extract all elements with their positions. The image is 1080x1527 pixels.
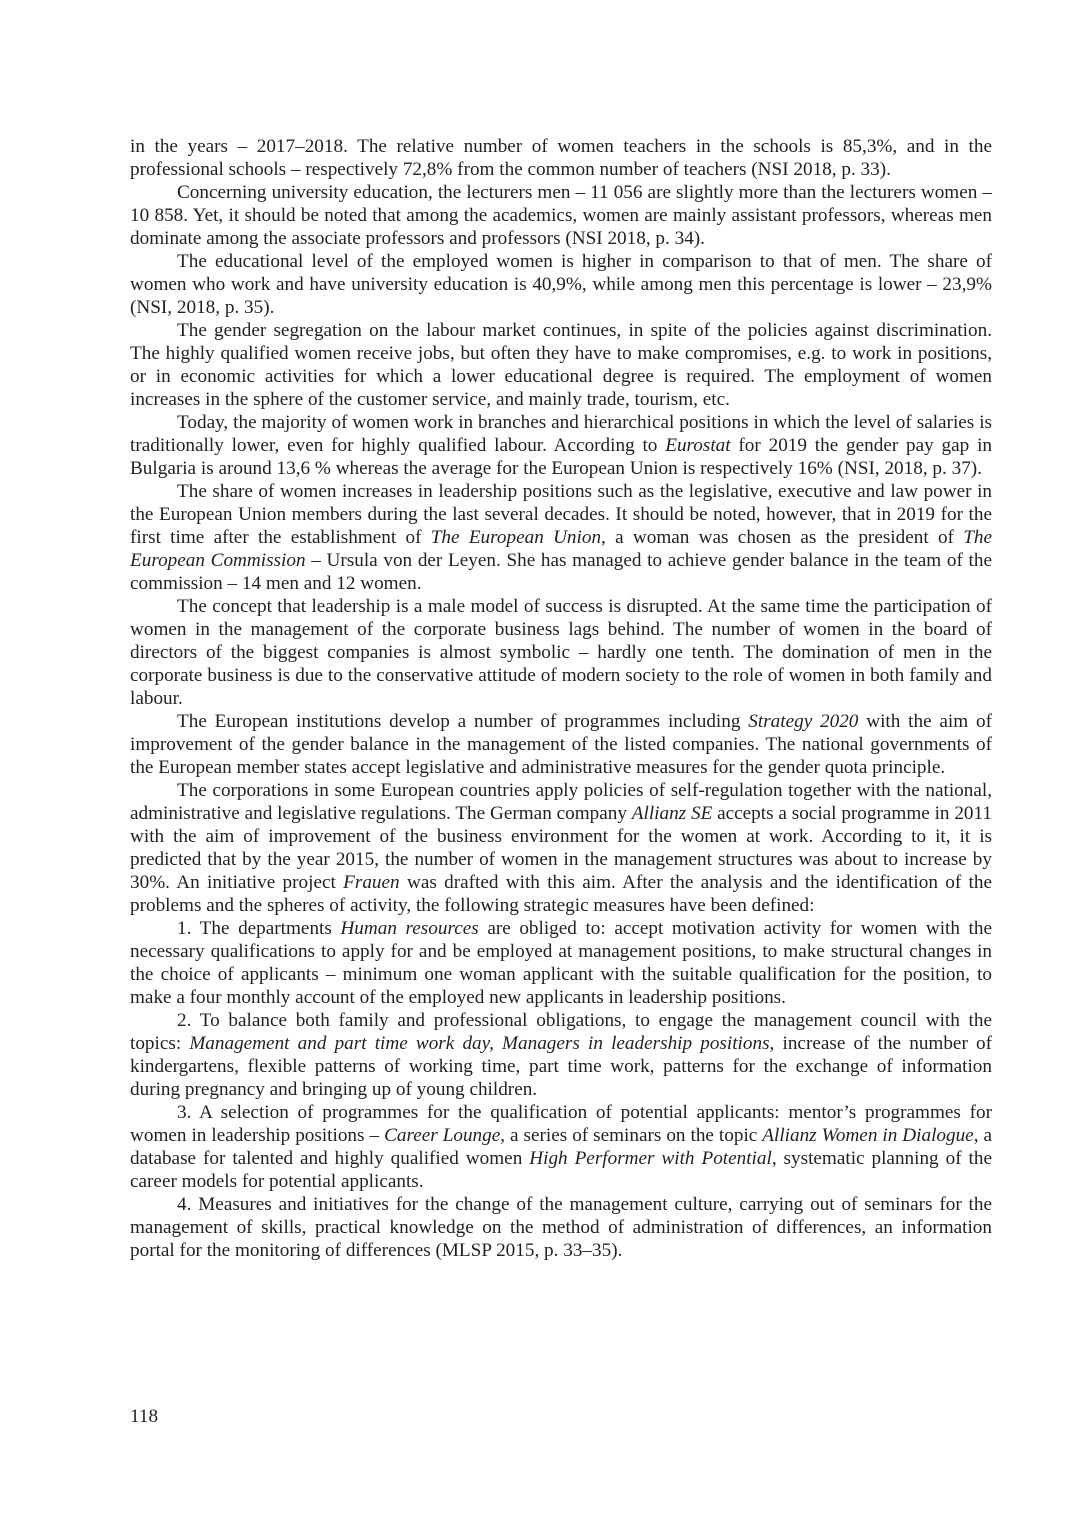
page-number: 118	[130, 1406, 159, 1427]
italic-text: Strategy 2020	[748, 711, 859, 732]
italic-text: Allianz SE	[631, 803, 713, 824]
paragraph	[130, 411, 992, 480]
italic-text: Frauen	[343, 872, 400, 893]
paragraph	[130, 480, 992, 595]
text-run: in the years – 2017–2018. The relative number of women teachers in the schools is 85,3%, and in the professional schools – respectively 72,8% from the common number of teachers (NSI 2018, p. 33).	[130, 136, 992, 180]
paragraph	[130, 710, 992, 779]
page-body	[130, 135, 992, 1262]
text-run: was drafted with this aim. After the analysis and the identification of the problems and the spheres of activity, the following strategic measures have been defined:	[130, 872, 992, 916]
italic-text: Allianz Women in Dialogue	[762, 1125, 974, 1146]
text-run: The European institutions develop a number of programmes including	[177, 711, 749, 732]
paragraph	[130, 1101, 992, 1193]
paragraph	[130, 250, 992, 319]
paragraph	[130, 779, 992, 917]
text-run: , a woman was chosen as the president of	[601, 527, 964, 548]
text-run: 2. To balance both family and professional obligations, to engage the management council with the topics:	[130, 1010, 992, 1054]
italic-text: Eurostat	[665, 435, 731, 456]
paragraph	[130, 595, 992, 710]
paragraph	[130, 1193, 992, 1262]
text-run: The share of women increases in leadership positions such as the legislative, executive and law power in the European Union members during the last several decades. It should be noted, however, that in 2019 for the first time after the establishment of	[130, 481, 992, 548]
italic-text: Career Lounge	[384, 1125, 501, 1146]
text-run: 4. Measures and initiatives for the change of the management culture, carrying out of seminars for the management of skills, practical knowledge on the method of administration of differences, an information portal for the monitoring of differences (MLSP 2015, p. 33–35).	[130, 1194, 992, 1261]
text-run: , systematic planning of the career models for potential applicants.	[130, 1148, 992, 1192]
text-run: , a series of seminars on the topic	[500, 1125, 763, 1146]
text-run: , a database for talented and highly qualified women	[130, 1125, 992, 1169]
text-run: with the aim of improvement of the gender balance in the management of the listed companies. The national governments of the European member states accept legislative and administrative measures for the gender quota principle.	[130, 711, 992, 778]
text-run: Today, the majority of women work in branches and hierarchical positions in which the level of salaries is traditionally lower, even for highly qualified labour. According to	[130, 412, 992, 456]
text-run: – Ursula von der Leyen. She has managed to achieve gender balance in the team of the commission – 14 men and 12 women.	[130, 550, 992, 594]
italic-text: The European Commission	[130, 527, 992, 571]
italic-text: The European Union	[430, 527, 602, 548]
italic-text: High Performer with Potential	[529, 1148, 772, 1169]
paragraph	[130, 917, 992, 1009]
paragraph	[130, 181, 992, 250]
text-run: The educational level of the employed women is higher in comparison to that of men. The share of women who work and have university education is 40,9%, while among men this percentage is lower – 23,9% (NSI, 2018, p. 35).	[130, 251, 992, 318]
paragraph	[130, 135, 992, 181]
text-run: 3. A selection of programmes for the qualification of potential applicants: mentor’s programmes for women in leadership positions –	[130, 1102, 992, 1146]
text-run: The concept that leadership is a male model of success is disrupted. At the same time the participation of women in the management of the corporate business lags behind. The number of women in the board of directors of the biggest companies is almost symbolic – hardly one tenth. The domination of men in the corporate business is due to the conservative attitude of modern society to the role of women in both family and labour.	[130, 596, 992, 709]
italic-text: Management and part time work day, Managers in leadership positions	[189, 1033, 770, 1054]
italic-text: Human resources	[340, 918, 479, 939]
text-run: accepts a social programme in 2011 with the aim of improvement of the business environment for the women at work. According to it, it is predicted that by the year 2015, the number of women in the management structures was about to increase by 30%. An initiative project	[130, 803, 993, 893]
text-run: Concerning university education, the lecturers men – 11 056 are slightly more than the lecturers women – 10 858. Yet, it should be noted that among the academics, women are mainly assistant professors, whereas men dominate among the associate professors and professors (NSI 2018, p. 34).	[130, 182, 992, 249]
text-run: are obliged to: accept motivation activity for women with the necessary qualifications to apply for and be employed at management positions, to make structural changes in the choice of applicants – minimum one woman applicant with the suitable qualification for the position, to make a four monthly account of the employed new applicants in leadership positions.	[130, 918, 992, 1008]
text-run: The corporations in some European countries apply policies of self-regulation together with the national, administrative and legislative regulations. The German company	[130, 780, 992, 824]
paragraph	[130, 1009, 992, 1101]
text-run: 1. The departments	[177, 918, 341, 939]
text-run: for 2019 the gender pay gap in Bulgaria is around 13,6 % whereas the average for the European Union is respectively 16% (NSI, 2018, p. 37).	[130, 435, 992, 479]
paragraph	[130, 319, 992, 411]
text-run: , increase of the number of kindergartens, flexible patterns of working time, part time work, patterns for the exchange of information during pregnancy and bringing up of young children.	[130, 1033, 992, 1100]
text-run: The gender segregation on the labour market continues, in spite of the policies against discrimination. The highly qualified women receive jobs, but often they have to make compromises, e.g. to work in positions, or in economic activities for which a lower educational degree is required. The employment of women increases in the sphere of the customer service, and mainly trade, tourism, etc.	[130, 320, 992, 410]
